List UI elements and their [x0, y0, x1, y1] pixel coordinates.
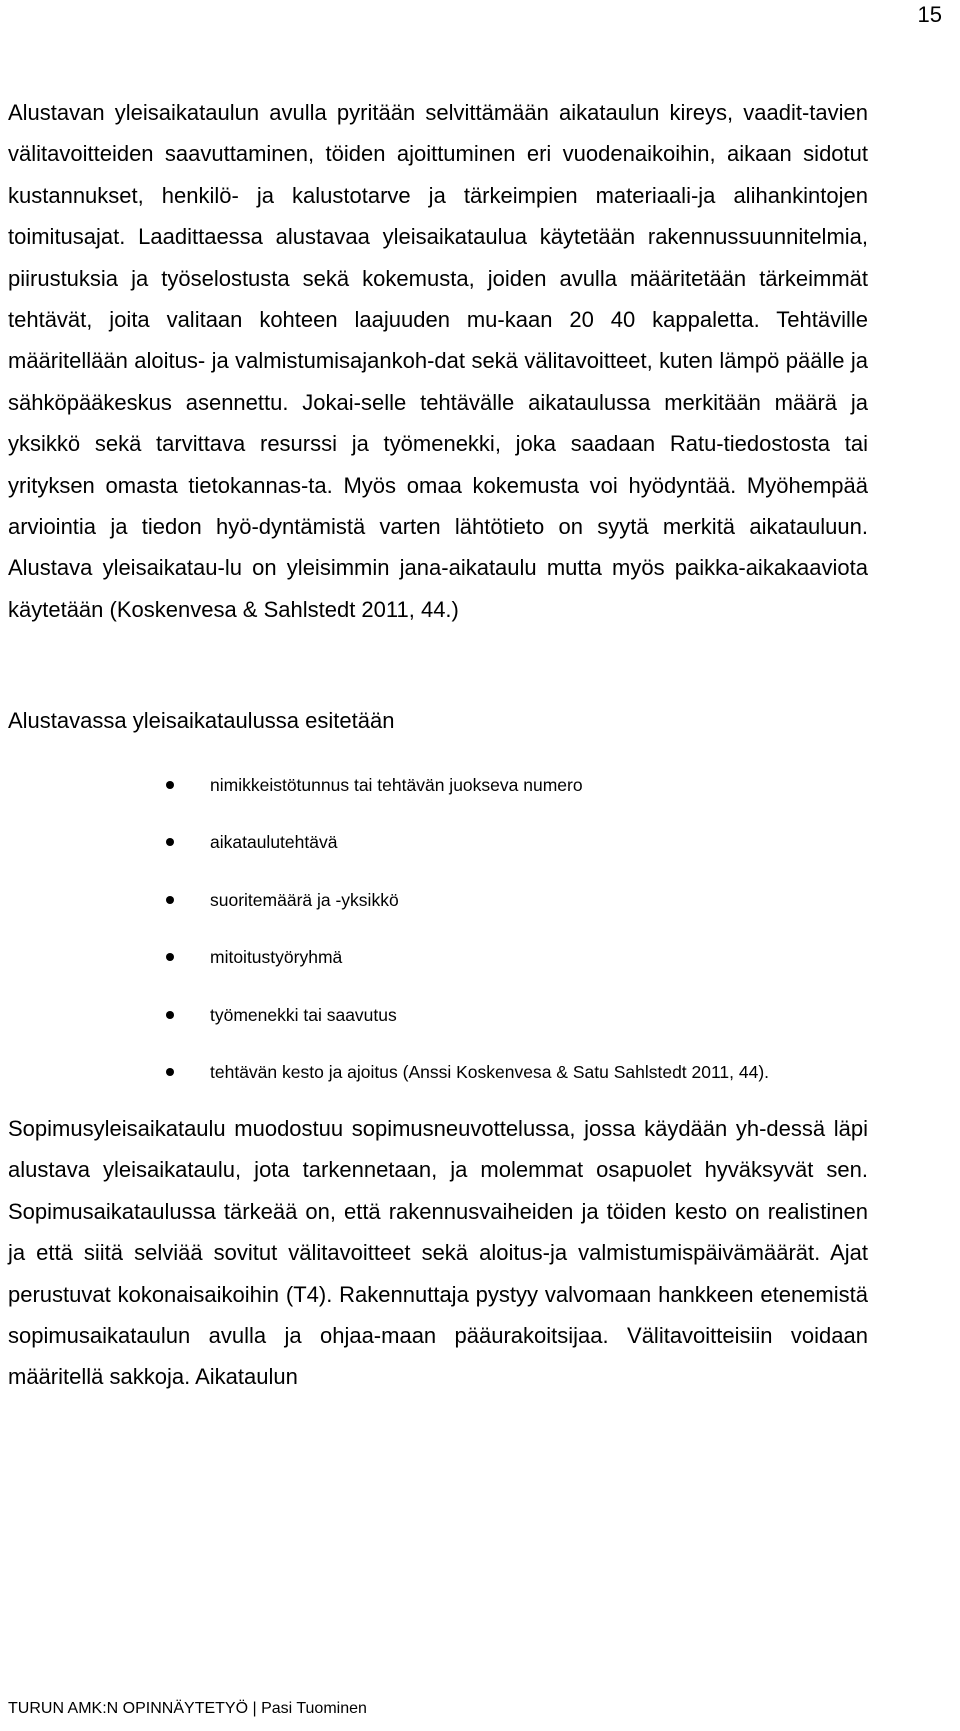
list-item — [0, 1047, 960, 1104]
list-item — [0, 875, 960, 932]
list-item — [0, 760, 960, 817]
body-paragraph-2: Sopimusyleisaikataulu muodostuu sopimusneuvottelussa, jossa käydään yh-dessä läpi alustava yleisaikataulu, jota tarkennetaan, ja molemmat osapuolet hyväksyvät sen. Sopimusaikataulussa tärkeää on, että rakennusvaiheiden ja töiden kesto on realistinen ja että siitä selviää sovitut välitavoitteet sekä aloitus-ja valmistumispäivämäärät. Ajat perustuvat kokonaisaikoihin (T4). Rakennuttaja pystyy valvomaan hankkeen etenemistä sopimusaikataulun avulla ja ohjaa-maan pääurakoitsijaa. Välitavoitteisiin voidaan määritellä sakkoja. Aikataulun — [8, 1116, 868, 1390]
bullet-icon — [166, 1068, 174, 1076]
bullet-icon — [166, 781, 174, 789]
list-item-text: mitoitustyöryhmä — [210, 947, 343, 968]
page-footer: TURUN AMK:N OPINNÄYTETYÖ | Pasi Tuominen — [8, 1700, 367, 1717]
bullet-list — [0, 760, 960, 1104]
list-item-text: työmenekki tai saavutus — [210, 1004, 397, 1025]
body-paragraph-1: Alustavan yleisaikataulun avulla pyritään selvittämään aikataulun kireys, vaadit-tavien välitavoitteiden saavuttaminen, töiden ajoittuminen eri vuodenaikoihin, aikaan sidotut kustannukset, henkilö- ja kalustotarve ja tärkeimpien materiaali-ja alihankintojen toimitusajat. Laadittaessa alustavaa yleisaikataulua käytetään rakennussuunnitelmia, piirustuksia ja työselostusta sekä kokemusta, joiden avulla määritetään tärkeimmät tehtävät, joita valitaan kohteen laajuuden mu-kaan 20 40 kappaletta. Tehtäville määritellään aloitus- ja valmistumisajankoh-dat sekä välitavoitteet, kuten lämpö päälle ja sähköpääkeskus asennettu. Jokai-selle tehtävälle aikataulussa merkitään määrä ja yksikkö sekä tarvittava resurssi ja työmenekki, joka saadaan Ratu-tiedostosta tai yrityksen omasta tietokannas-ta. Myös omaa kokemusta voi hyödyntää. Myöhempää arviointia ja tiedon hyö-dyntämistä varten lähtötieto on syytä merkitä aikatauluun. Alustava yleisaikatau-lu on yleisimmin jana-aikataulu mutta myös paikka-aikakaaviota käytetään (Koskenvesa & Sahlstedt 2011, 44.) — [8, 100, 868, 622]
list-item-text: nimikkeistötunnus tai tehtävän juokseva numero — [210, 775, 583, 795]
list-item-text: suoritemäärä ja -yksikkö — [210, 889, 399, 910]
bullet-icon — [166, 953, 174, 961]
bullet-icon — [166, 838, 174, 846]
list-item — [0, 990, 960, 1047]
list-item-text: aikataulutehtävä — [210, 832, 338, 853]
list-item — [0, 817, 960, 874]
page-number: 15 — [917, 2, 942, 27]
list-item — [0, 932, 960, 989]
list-item-text: tehtävän kesto ja ajoitus (Anssi Koskenvesa & Satu Sahlstedt 2011, 44). — [210, 1061, 770, 1082]
list-intro-paragraph: Alustavassa yleisaikataulussa esitetään — [8, 708, 395, 733]
bullet-icon — [166, 1011, 174, 1019]
bullet-icon — [166, 896, 174, 904]
